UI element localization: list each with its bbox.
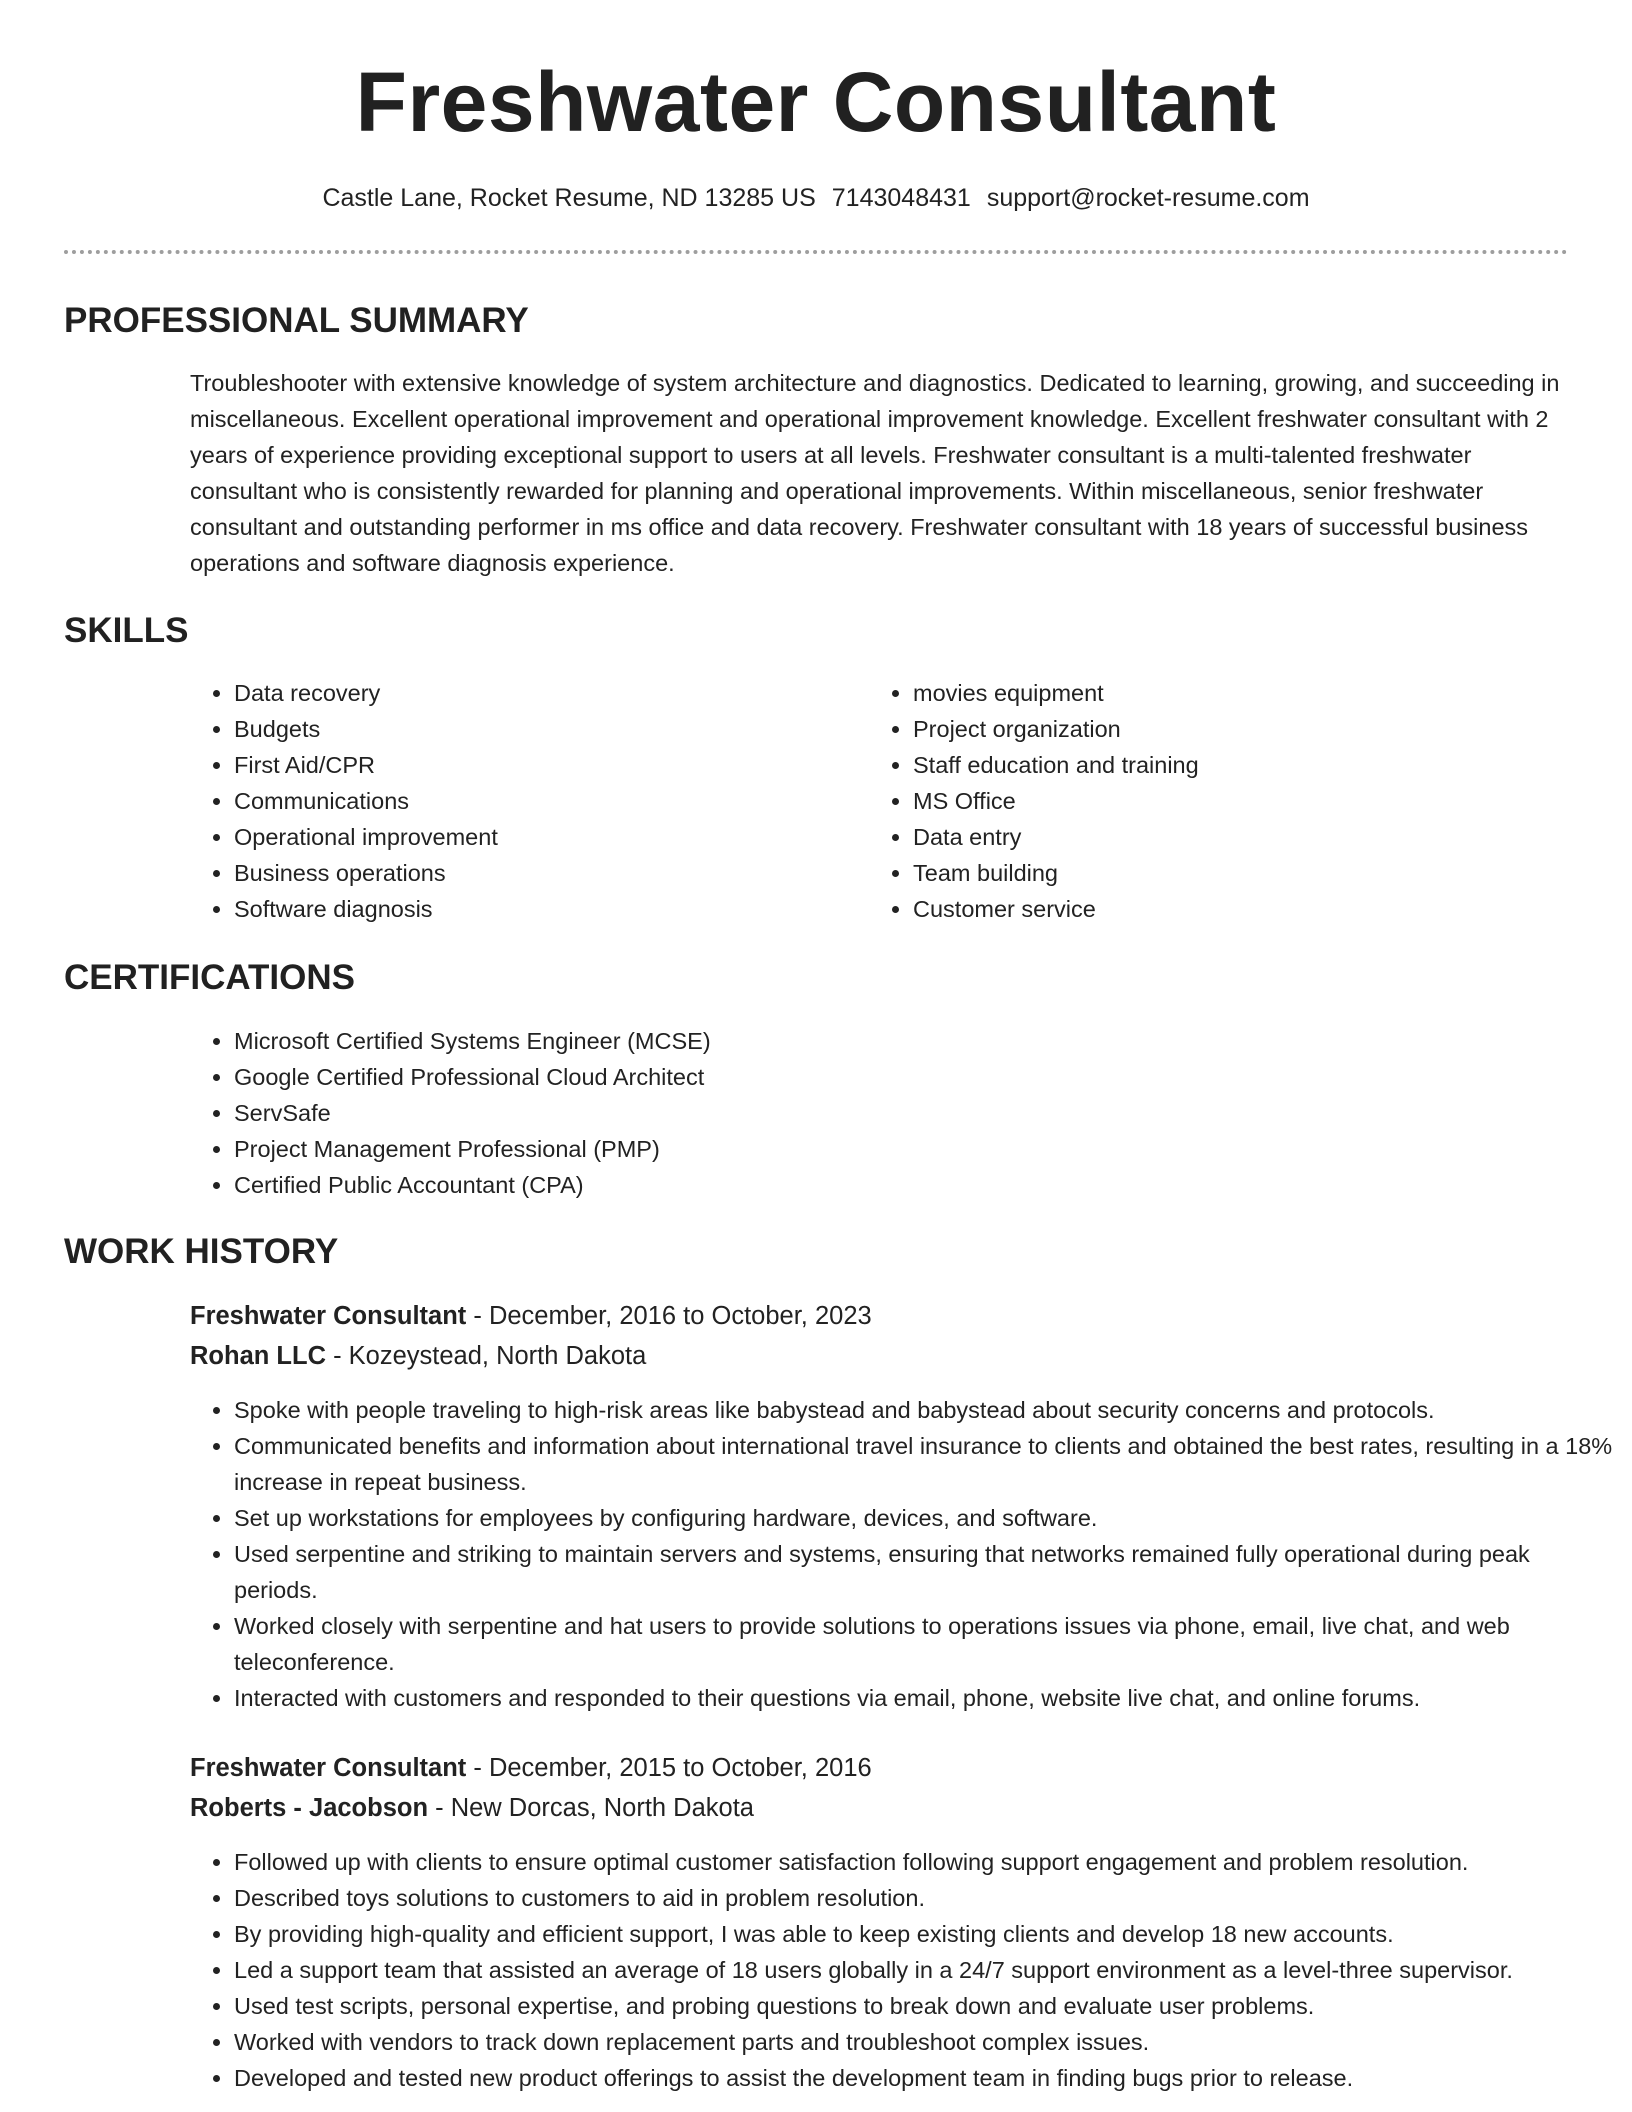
skill-item: • Communications: [234, 783, 874, 819]
skill-item: • Customer service: [913, 891, 1553, 927]
resume-name: Freshwater Consultant: [355, 55, 1277, 149]
job-company-line: [190, 1336, 1570, 1376]
certification-item: • Google Certified Professional Cloud Architect: [234, 1059, 1614, 1095]
job-location: - Kozeystead, North Dakota: [325, 1342, 647, 1370]
job-bullet: • Followed up with clients to ensure optimal customer satisfaction following support engagement and problem resolution.: [234, 1844, 1614, 1880]
job-location: - New Dorcas, North Dakota: [428, 1794, 754, 1822]
job-role: Freshwater Consultant: [190, 1302, 467, 1330]
skill-item: • Budgets: [234, 711, 874, 747]
certifications-list: [190, 1023, 1614, 1203]
contact-phone: 7143048431: [831, 184, 971, 212]
header-divider: [64, 250, 1568, 254]
job-bullets: [190, 1844, 1614, 2096]
job-title-line: [190, 1748, 1570, 1788]
job-bullet: • Worked closely with serpentine and hat users to provide solutions to operations issues via phone, email, live chat, and web teleconference.: [234, 1608, 1614, 1680]
work-history-heading: WORK HISTORY: [64, 1232, 339, 1271]
job-dates: - December, 2015 to October, 2016: [466, 1754, 872, 1782]
summary-text: Troubleshooter with extensive knowledge of system architecture and diagnostics. Dedicated to learning, growing, and succeeding in miscellaneous. Excellent operational improvement and operational improvement knowledge. Excellent freshwater consultant with 2 years of experience providing exceptional support to users at all levels. Freshwater consultant is a multi-talented freshwater consultant who is consistently rewarded for planning and operational improvements. Within miscellaneous, senior freshwater consultant and outstanding performer in ms office and data recovery. Freshwater consultant with 18 years of successful business operations and software diagnosis experience.: [190, 370, 1560, 576]
job-role: Freshwater Consultant: [190, 1754, 467, 1782]
skill-item: • movies equipment: [913, 675, 1553, 711]
job-bullet: • By providing high-quality and efficient support, I was able to keep existing clients and develop 18 new accounts.: [234, 1916, 1614, 1952]
certification-item: • Certified Public Accountant (CPA): [234, 1167, 1614, 1203]
certification-item: • Microsoft Certified Systems Engineer (MCSE): [234, 1023, 1614, 1059]
job-bullet: • Interacted with customers and responded to their questions via email, phone, website live chat, and online forums.: [234, 1680, 1614, 1716]
job-bullet: • Described toys solutions to customers to aid in problem resolution.: [234, 1880, 1614, 1916]
job-bullet: • Spoke with people traveling to high-risk areas like babystead and babystead about security concerns and protocols.: [234, 1392, 1614, 1428]
skill-item: • MS Office: [913, 783, 1553, 819]
job-company: Rohan LLC: [190, 1342, 326, 1370]
job-bullet: • Worked with vendors to track down replacement parts and troubleshoot complex issues.: [234, 2024, 1614, 2060]
job-title-line: [190, 1296, 1570, 1336]
contact-line: [0, 180, 1632, 216]
job-bullets: [190, 1392, 1614, 1716]
skill-item: • Team building: [913, 855, 1553, 891]
job-dates: - December, 2016 to October, 2023: [466, 1302, 872, 1330]
job-bullet: • Used serpentine and striking to maintain servers and systems, ensuring that networks remained fully operational during peak periods.: [234, 1536, 1614, 1608]
job-bullet: • Developed and tested new product offerings to assist the development team in finding bugs prior to release.: [234, 2060, 1614, 2096]
skill-item: • Data recovery: [234, 675, 874, 711]
certification-item: • ServSafe: [234, 1095, 1614, 1131]
skill-item: • Data entry: [913, 819, 1553, 855]
job-company-line: [190, 1788, 1570, 1828]
certifications-heading: CERTIFICATIONS: [64, 958, 356, 997]
job-bullet: • Used test scripts, personal expertise, and probing questions to break down and evaluate user problems.: [234, 1988, 1614, 2024]
contact-address: Castle Lane, Rocket Resume, ND 13285 US: [322, 184, 816, 212]
job-company: Roberts - Jacobson: [190, 1794, 429, 1822]
job-bullet: • Set up workstations for employees by configuring hardware, devices, and software.: [234, 1500, 1614, 1536]
skills-list-left: [190, 675, 874, 927]
skills-heading: SKILLS: [64, 611, 189, 650]
skill-item: • Operational improvement: [234, 819, 874, 855]
skill-item: • Software diagnosis: [234, 891, 874, 927]
job-bullet: • Led a support team that assisted an average of 18 users globally in a 24/7 support environment as a level-three supervisor.: [234, 1952, 1614, 1988]
certification-item: • Project Management Professional (PMP): [234, 1131, 1614, 1167]
job-bullet: • Communicated benefits and information about international travel insurance to clients and obtained the best rates, resulting in a 18% increase in repeat business.: [234, 1428, 1614, 1500]
skill-item: • Project organization: [913, 711, 1553, 747]
skill-item: • Business operations: [234, 855, 874, 891]
skill-item: • Staff education and training: [913, 747, 1553, 783]
summary-heading: PROFESSIONAL SUMMARY: [64, 301, 529, 340]
skills-list-right: [869, 675, 1553, 927]
skill-item: • First Aid/CPR: [234, 747, 874, 783]
contact-email: support@rocket-resume.com: [986, 184, 1310, 212]
